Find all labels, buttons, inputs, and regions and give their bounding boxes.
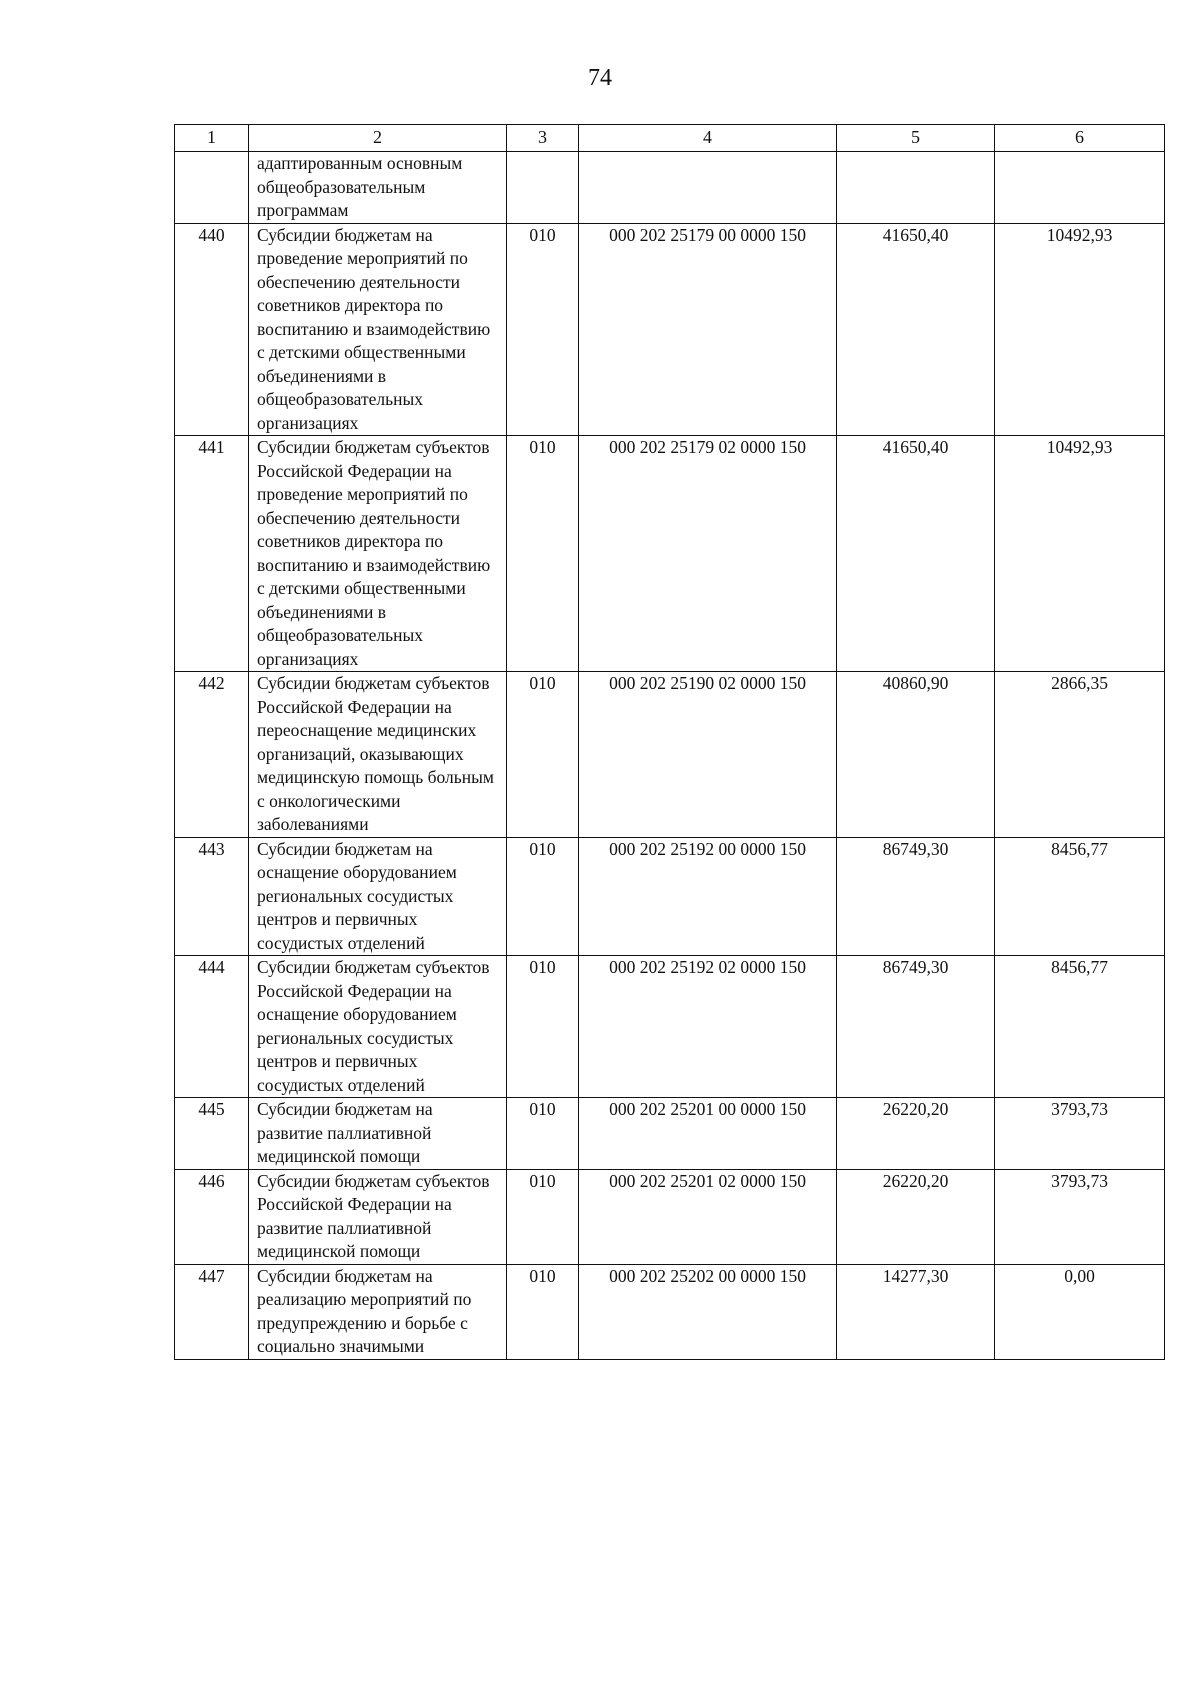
table-header-row	[175, 125, 1165, 152]
column-header: 5	[837, 125, 995, 152]
column-header: 6	[995, 125, 1165, 152]
description-cell: Субсидии бюджетам субъектов Российской Федерации на переоснащение медицинских организаций, оказывающих медицинскую помощь больным с онкологическими заболеваниями	[249, 672, 507, 838]
admin-code-cell	[507, 152, 579, 224]
description-cell: Субсидии бюджетам на проведение мероприятий по обеспечению деятельности советников директора по воспитанию и взаимодействию с детскими общественными объединениями в общеобразовательных организациях	[249, 223, 507, 436]
description-cell: Субсидии бюджетам на развитие паллиативной медицинской помощи	[249, 1098, 507, 1170]
budget-table	[174, 124, 1165, 1360]
amount2-cell: 0,00	[995, 1264, 1165, 1359]
column-header: 2	[249, 125, 507, 152]
amount2-cell: 10492,93	[995, 436, 1165, 672]
kbk-cell: 000 202 25201 02 0000 150	[579, 1169, 837, 1264]
description-cell: Субсидии бюджетам субъектов Российской Федерации на оснащение оборудованием региональных сосудистых центров и первичных сосудистых отделений	[249, 956, 507, 1098]
description-cell: Субсидии бюджетам субъектов Российской Федерации на проведение мероприятий по обеспечению деятельности советников директора по воспитанию и взаимодействию с детскими общественными объединениями в общеобразовательных организациях	[249, 436, 507, 672]
table-row	[175, 436, 1165, 672]
admin-code-cell: 010	[507, 837, 579, 956]
admin-code-cell: 010	[507, 1098, 579, 1170]
amount2-cell: 8456,77	[995, 837, 1165, 956]
kbk-cell: 000 202 25192 00 0000 150	[579, 837, 837, 956]
amount1-cell: 41650,40	[837, 436, 995, 672]
page-number: 74	[588, 65, 612, 91]
amount2-cell: 2866,35	[995, 672, 1165, 838]
row-number-cell: 447	[175, 1264, 249, 1359]
kbk-cell: 000 202 25179 00 0000 150	[579, 223, 837, 436]
table-row-continuation	[175, 152, 1165, 224]
table-row	[175, 956, 1165, 1098]
table-row	[175, 1098, 1165, 1170]
description-cell: Субсидии бюджетам на реализацию мероприятий по предупреждению и борьбе с социально значимыми	[249, 1264, 507, 1359]
admin-code-cell: 010	[507, 1169, 579, 1264]
row-number-cell: 444	[175, 956, 249, 1098]
row-number-cell: 443	[175, 837, 249, 956]
amount2-cell: 10492,93	[995, 223, 1165, 436]
row-number-cell: 446	[175, 1169, 249, 1264]
column-header: 4	[579, 125, 837, 152]
description-cell: адаптированным основным общеобразовательным программам	[249, 152, 507, 224]
kbk-cell	[579, 152, 837, 224]
amount2-cell: 8456,77	[995, 956, 1165, 1098]
kbk-cell: 000 202 25202 00 0000 150	[579, 1264, 837, 1359]
row-number-cell: 441	[175, 436, 249, 672]
kbk-cell: 000 202 25201 00 0000 150	[579, 1098, 837, 1170]
kbk-cell: 000 202 25192 02 0000 150	[579, 956, 837, 1098]
row-number-cell	[175, 152, 249, 224]
amount1-cell: 86749,30	[837, 837, 995, 956]
amount2-cell: 3793,73	[995, 1169, 1165, 1264]
column-header: 3	[507, 125, 579, 152]
row-number-cell: 445	[175, 1098, 249, 1170]
amount2-cell	[995, 152, 1165, 224]
amount1-cell: 41650,40	[837, 223, 995, 436]
amount1-cell: 26220,20	[837, 1098, 995, 1170]
kbk-cell: 000 202 25190 02 0000 150	[579, 672, 837, 838]
column-header: 1	[175, 125, 249, 152]
kbk-cell: 000 202 25179 02 0000 150	[579, 436, 837, 672]
admin-code-cell: 010	[507, 223, 579, 436]
admin-code-cell: 010	[507, 1264, 579, 1359]
amount1-cell: 26220,20	[837, 1169, 995, 1264]
description-cell: Субсидии бюджетам субъектов Российской Федерации на развитие паллиативной медицинской помощи	[249, 1169, 507, 1264]
table-row	[175, 1264, 1165, 1359]
description-cell: Субсидии бюджетам на оснащение оборудованием региональных сосудистых центров и первичных сосудистых отделений	[249, 837, 507, 956]
admin-code-cell: 010	[507, 956, 579, 1098]
amount2-cell: 3793,73	[995, 1098, 1165, 1170]
row-number-cell: 440	[175, 223, 249, 436]
table-row	[175, 837, 1165, 956]
table-row	[175, 672, 1165, 838]
table-row	[175, 1169, 1165, 1264]
amount1-cell: 14277,30	[837, 1264, 995, 1359]
admin-code-cell: 010	[507, 672, 579, 838]
table-row	[175, 223, 1165, 436]
row-number-cell: 442	[175, 672, 249, 838]
admin-code-cell: 010	[507, 436, 579, 672]
amount1-cell: 86749,30	[837, 956, 995, 1098]
amount1-cell: 40860,90	[837, 672, 995, 838]
amount1-cell	[837, 152, 995, 224]
